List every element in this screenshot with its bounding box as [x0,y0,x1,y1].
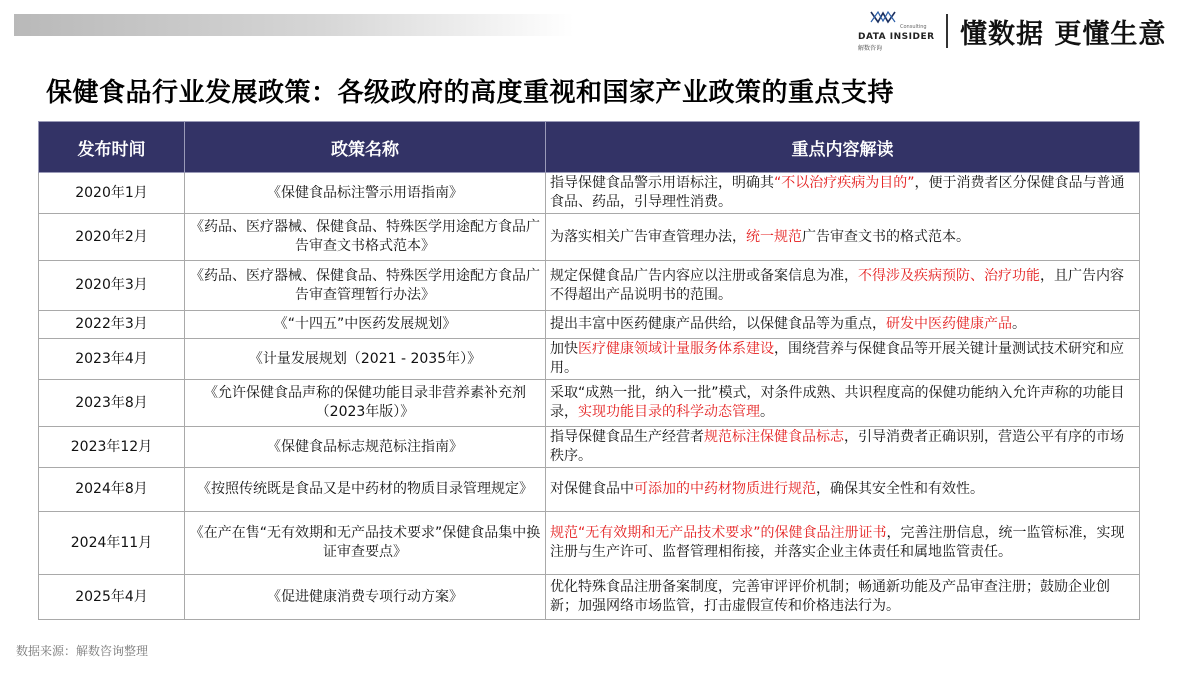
content-text: 为落实相关广告审查管理办法， [550,228,746,245]
cell-key-content [546,339,1140,380]
table-row [39,468,1140,512]
cell-key-content [546,575,1140,620]
content-text: 。 [760,404,774,420]
content-text: 加快 [550,341,578,357]
table-row [39,311,1140,339]
content-text: 广告审查文书的格式范本。 [802,228,970,245]
cell-policy-name: 《在产在售“无有效期和无产品技术要求”保健食品集中换证审查要点》 [185,512,546,575]
cell-key-content [546,261,1140,311]
highlighted-text: 可添加的中药材物质进行规范 [634,481,816,497]
logo-mark-icon [870,10,896,24]
cell-key-content [546,311,1140,339]
cell-key-content [546,173,1140,214]
content-text: ，便于消费者区分保健食品与普通食品、药品，引导理性消费。 [550,175,1125,210]
content-text: 提出丰富中医药健康产品供给，以保健食品等为重点， [550,316,886,332]
cell-key-content [546,512,1140,575]
highlighted-text: “不以治疗疾病为目的” [774,175,915,191]
content-text: 。 [1012,316,1026,332]
logo-tagline: Consulting [900,24,927,30]
cell-release-date: 2023年8月 [39,380,185,427]
highlighted-text: 规范“无有效期和无产品技术要求”的保健食品注册证书 [550,525,887,541]
data-insider-logo [852,10,935,52]
content-text: 规定保健食品广告内容应以注册或备案信息为准， [550,267,858,284]
highlighted-text: 统一规范 [746,228,802,245]
cell-release-date: 2025年4月 [39,575,185,620]
cell-release-date: 2023年4月 [39,339,185,380]
logo-chinese-name: 解数咨询 [858,45,883,52]
data-source-note: 数据来源：解数咨询整理 [16,644,149,658]
table-row [39,512,1140,575]
content-text: ，引导消费者正确识别，营造公平有序的市场秩序。 [550,429,1124,464]
table-row [39,575,1140,620]
cell-key-content [546,468,1140,512]
logo-divider [946,14,948,48]
column-header-date: 发布时间 [39,122,185,173]
policy-table [38,121,1140,620]
cell-key-content [546,380,1140,427]
cell-release-date: 2024年8月 [39,468,185,512]
highlighted-text: 不得涉及疾病预防、治疗功能 [858,267,1040,284]
content-text: 优化特殊食品注册备案制度，完善审评评价机制；畅通新功能及产品审查注册；鼓励企业创新；加强网络市场监管，打击虚假宣传和价格违法行为。 [550,579,1110,614]
table-row [39,173,1140,214]
cell-policy-name: 《药品、医疗器械、保健食品、特殊医学用途配方食品广告审查管理暂行办法》 [185,261,546,311]
cell-release-date: 2022年3月 [39,311,185,339]
content-text: ，完善注册信息，统一监管标准，实现注册与生产许可、监督管理相衔接，并落实企业主体责任和属地监管责任。 [550,525,1125,560]
table-row [39,427,1140,468]
cell-policy-name: 《计量发展规划（2021 - 2035年）》 [185,339,546,380]
logo-wordmark: DATA INSIDER [858,32,935,42]
cell-key-content [546,427,1140,468]
table-row [39,214,1140,261]
content-text: 采取“成熟一批，纳入一批”模式，对条件成熟、共识程度高的保健功能纳入允许声称的功能目录， [550,385,1125,420]
content-text: ，确保其安全性和有效性。 [816,481,984,497]
cell-policy-name: 《按照传统既是食品又是中药材的物质目录管理规定》 [185,468,546,512]
table-row [39,339,1140,380]
cell-policy-name: 《“十四五”中医药发展规划》 [185,311,546,339]
page-title: 保健食品行业发展政策：各级政府的高度重视和国家产业政策的重点支持 [46,78,895,108]
cell-policy-name: 《药品、医疗器械、保健食品、特殊医学用途配方食品广告审查文书格式范本》 [185,214,546,261]
content-text: ，且广告内容不得超出产品说明书的范围。 [550,267,1124,303]
cell-policy-name: 《保健食品标志规范标注指南》 [185,427,546,468]
content-text: 指导保健食品生产经营者 [550,429,704,445]
cell-policy-name: 《允许保健食品声称的保健功能目录非营养素补充剂（2023年版）》 [185,380,546,427]
cell-policy-name: 《促进健康消费专项行动方案》 [185,575,546,620]
highlighted-text: 规范标注保健食品标志 [704,429,844,445]
cell-policy-name: 《保健食品标注警示用语指南》 [185,173,546,214]
column-header-policy-name: 政策名称 [185,122,546,173]
table-row [39,380,1140,427]
cell-release-date: 2020年2月 [39,214,185,261]
table-header-row [39,122,1140,173]
content-text: 对保健食品中 [550,481,634,497]
table-row [39,261,1140,311]
content-text: 指导保健食品警示用语标注，明确其 [550,175,774,191]
column-header-key-content: 重点内容解读 [546,122,1140,173]
highlighted-text: 实现功能目录的科学动态管理 [578,404,760,420]
cell-key-content [546,214,1140,261]
cell-release-date: 2020年1月 [39,173,185,214]
highlighted-text: 医疗健康领域计量服务体系建设 [578,341,774,357]
content-text: ，围绕营养与保健食品等开展关键计量测试技术研究和应用。 [550,341,1124,376]
top-gradient-bar [14,14,574,36]
cell-release-date: 2020年3月 [39,261,185,311]
highlighted-text: 研发中医药健康产品 [886,316,1012,332]
cell-release-date: 2024年11月 [39,512,185,575]
slogan: 懂数据 更懂生意 [960,19,1167,50]
cell-release-date: 2023年12月 [39,427,185,468]
